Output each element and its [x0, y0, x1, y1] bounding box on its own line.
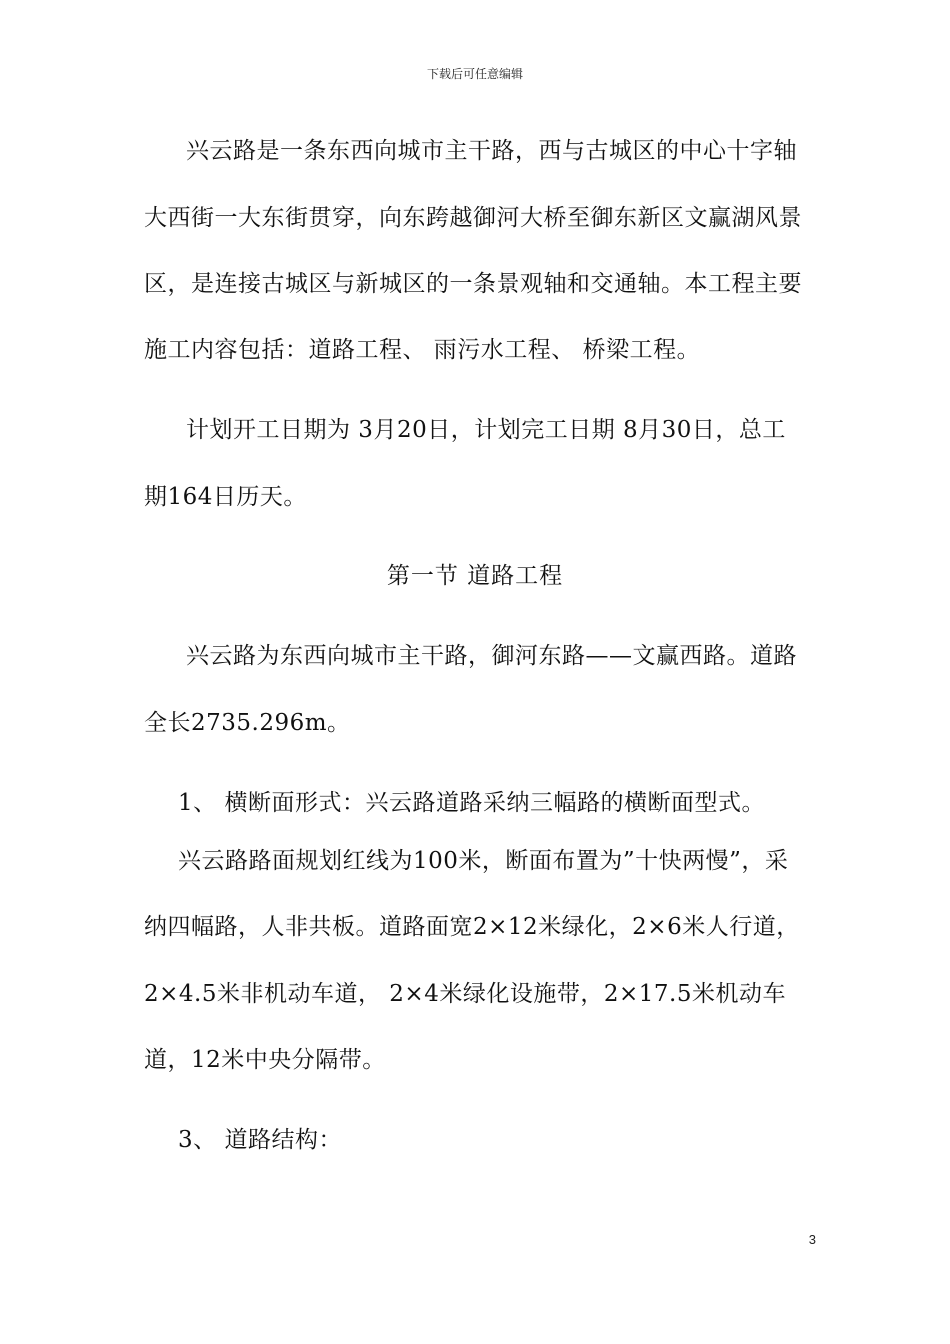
schedule-line-2: 期164日历天。 — [144, 484, 307, 510]
layout-line-2: 纳四幅路，人非共板。道路面宽2×12米绿化，2×6米人行道， — [144, 914, 800, 940]
intro-line-4: 施工内容包括：道路工程、 雨污水工程、 桥梁工程。 — [144, 337, 701, 363]
layout-line-4: 道，12米中央分隔带。 — [144, 1047, 386, 1073]
item-1-cross-section: 1、 横断面形式：兴云路道路采纳三幅路的横断面型式。 — [178, 790, 765, 816]
road-intro-line-1: 兴云路为东西向城市主干路，御河东路——文赢西路。道路 — [186, 643, 797, 669]
intro-line-2: 大西街一大东街贯穿，向东跨越御河大桥至御东新区文赢湖风景 — [144, 205, 802, 231]
schedule-line-1: 计划开工日期为 3月20日，计划完工日期 8月30日，总工 — [186, 417, 786, 443]
header-note: 下载后可任意编辑 — [426, 67, 523, 81]
item-3-road-structure: 3、 道路结构： — [178, 1127, 342, 1153]
layout-line-1: 兴云路路面规划红线为100米，断面布置为”十快两慢”，采 — [178, 848, 789, 874]
page-number: 3 — [808, 1232, 816, 1247]
road-intro-line-2: 全长2735.296m。 — [144, 710, 351, 736]
layout-line-3: 2×4.5米非机动车道， 2×4米绿化设施带，2×17.5米机动车 — [144, 981, 786, 1007]
intro-line-1: 兴云路是一条东西向城市主干路，西与古城区的中心十字轴 — [186, 138, 797, 164]
section-title: 第一节 道路工程 — [386, 563, 564, 589]
intro-line-3: 区，是连接古城区与新城区的一条景观轴和交通轴。本工程主要 — [144, 271, 802, 297]
